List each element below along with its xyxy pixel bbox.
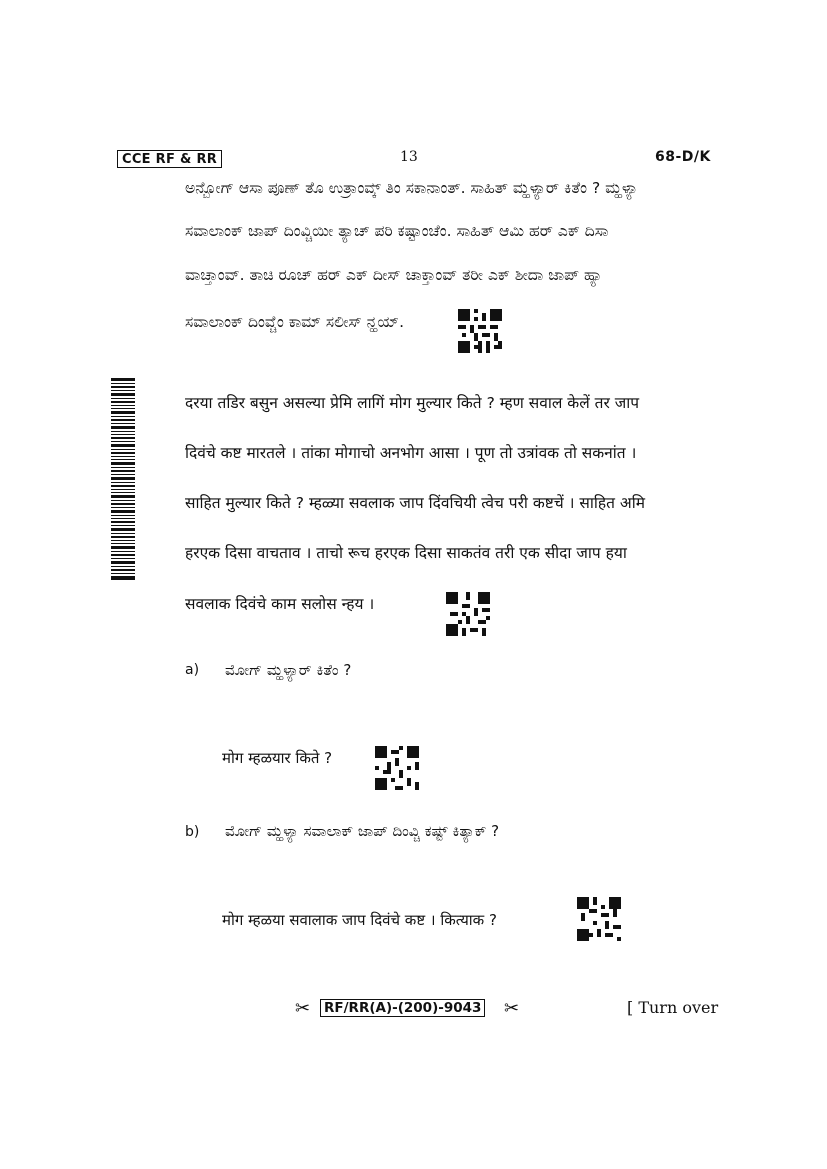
turn-over-note: [ Turn over (627, 998, 719, 1017)
kannada-passage-line-4: ಸವಾಲಾಂಕ್ ದಿಂವ್ಚೆಂ ಕಾಮ್ ಸಲೀಸ್ ನ್ಹಯ್. (185, 313, 405, 331)
question-b-kannada: ಮೋಗ್ ಮ್ಹಳ್ಯಾ ಸವಾಲಾಕ್ ಜಾಪ್ ದಿಂವ್ಚಿ ಕಷ್ಟ್ ಕಿತ್ಯಾಕ್ ? (225, 822, 500, 840)
kannada-passage-line-1: ಅನ್ಬೋಗ್ ಆಸಾ ಪೂಣ್ ತೊ ಉತ್ರಾಂವ್ಕ್ ತಿಂ ಸಕಾನಾಂತ್. ಸಾಹಿತ್ ಮ್ಹಳ್ಯಾರ್ ಕಿತೆಂ ? ಮ್ಹಳ್ಯಾ (185, 179, 639, 197)
devanagari-passage-line-5: सवलाक दिवंचे काम सलोस न्हय । (185, 595, 375, 613)
paper-code: 68-D/K (655, 149, 711, 165)
qr-code-icon (458, 309, 502, 353)
question-a-devanagari: मोग म्हळयार किते ? (222, 749, 333, 767)
page-number: 13 (400, 149, 418, 165)
qr-code-icon (446, 592, 490, 636)
turn-over-text: Turn over (638, 998, 719, 1017)
question-b-devanagari: मोग म्हळया सवालाक जाप दिवंचे कष्ट । कित्याक ? (222, 911, 497, 929)
kannada-passage-line-3: ವಾಚ್ತಾಂವ್. ತಾಚಿ ರೂಚ್ ಹರ್ ಎಕ್ ದೀಸ್ ಚಾಕ್ತಾಂವ್ ತರೀ ಎಕ್ ಶೀದಾ ಜಾಪ್ ಹ್ಯಾ (185, 266, 603, 284)
footer-paper-code: RF/RR(A)-(200)-9043 (320, 999, 485, 1017)
qr-code-icon (375, 746, 419, 790)
barcode-icon (111, 378, 135, 580)
qr-code-icon (577, 897, 621, 941)
devanagari-passage-line-1: दरया तडिर बसुन असल्या प्रेमि लागिं मोग मुल्यार किते ? म्हण सवाल केलें तर जाप (185, 394, 640, 412)
kannada-passage-line-2: ಸವಾಲಾಂಕ್ ಜಾಪ್ ದಿಂವ್ಚಿಯೀ ತ್ಯಾಚ್ ಪರಿ ಕಷ್ಟಾಂಚೆಂ. ಸಾಹಿತ್ ಆಮಿ ಹರ್ ಎಕ್ ದಿಸಾ (185, 222, 609, 240)
question-label: b) (185, 824, 200, 840)
exam-series-label: CCE RF & RR (117, 150, 222, 168)
devanagari-passage-line-4: हरएक दिसा वाचताव । ताचो रूच हरएक दिसा साकतंव तरी एक सीदा जाप हया (185, 544, 627, 562)
ornament-right-icon: ✂ (504, 998, 520, 1019)
ornament-left-icon: ✂ (295, 998, 311, 1019)
devanagari-passage-line-3: साहित मुल्यार किते ? म्हळ्या सवलाक जाप दिंवचियी त्वेच परी कष्टचें । साहित अमि (185, 494, 646, 512)
question-label: a) (185, 662, 200, 678)
devanagari-passage-line-2: दिवंचे कष्ट मारतले । तांका मोगाचो अनभोग आसा । पूण तो उत्रांवक तो सकनांत । (185, 444, 637, 462)
question-a-kannada: ಮೋಗ್ ಮ್ಹಳ್ಯಾರ್ ಕಿತೆಂ ? (225, 661, 352, 679)
